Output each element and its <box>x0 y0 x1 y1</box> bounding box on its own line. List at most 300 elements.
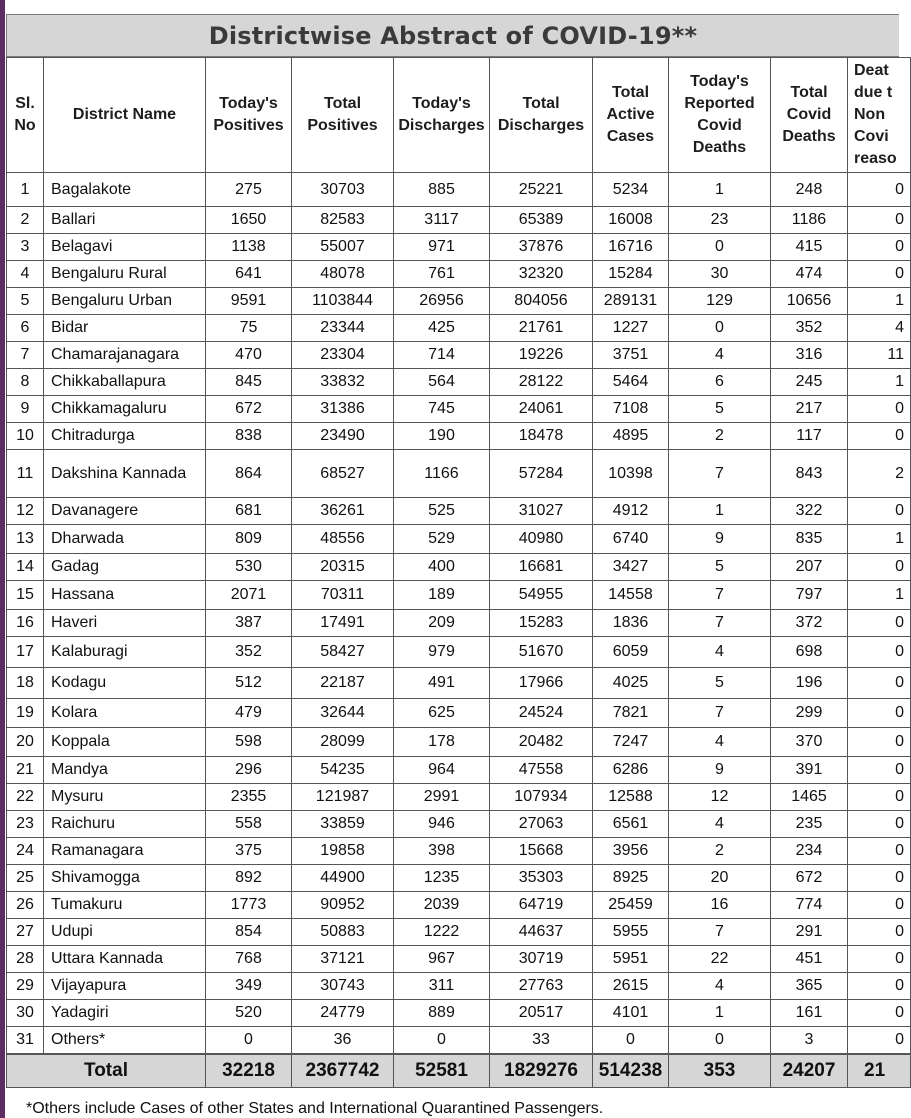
table-cell: 804056 <box>490 288 593 315</box>
table-row <box>7 342 911 369</box>
table-cell: 196 <box>771 668 848 699</box>
district-name-cell: Koppala <box>44 728 206 757</box>
district-name-cell: Udupi <box>44 919 206 946</box>
table-cell: 32320 <box>490 261 593 288</box>
col-header-todays-positives: Today's Positives <box>206 58 292 173</box>
table-cell: 32644 <box>292 699 394 728</box>
table-cell: 672 <box>206 396 292 423</box>
table-cell: 529 <box>394 525 490 554</box>
sl-no-cell: 1 <box>7 173 44 207</box>
table-cell: 40980 <box>490 525 593 554</box>
table-cell: 797 <box>771 581 848 610</box>
table-row <box>7 554 911 581</box>
table-cell: 1 <box>669 498 771 525</box>
table-cell: 296 <box>206 757 292 784</box>
table-row <box>7 1000 911 1027</box>
table-cell: 17491 <box>292 610 394 637</box>
table-cell: 3956 <box>593 838 669 865</box>
district-name-cell: Chikkamagaluru <box>44 396 206 423</box>
table-cell: 470 <box>206 342 292 369</box>
table-cell: 2355 <box>206 784 292 811</box>
table-cell: 12 <box>669 784 771 811</box>
table-row <box>7 423 911 450</box>
sl-no-cell: 19 <box>7 699 44 728</box>
table-cell: 16 <box>669 892 771 919</box>
table-cell: 5464 <box>593 369 669 396</box>
total-cell: 514238 <box>593 1054 669 1088</box>
table-cell: 4895 <box>593 423 669 450</box>
table-cell: 19858 <box>292 838 394 865</box>
table-cell: 4 <box>669 342 771 369</box>
table-cell: 2 <box>848 450 911 498</box>
district-name-cell: Uttara Kannada <box>44 946 206 973</box>
table-row <box>7 946 911 973</box>
sl-no-cell: 29 <box>7 973 44 1000</box>
table-cell: 520 <box>206 1000 292 1027</box>
table-cell: 809 <box>206 525 292 554</box>
table-cell: 0 <box>848 757 911 784</box>
table-cell: 0 <box>848 207 911 234</box>
table-row <box>7 234 911 261</box>
total-label: Total <box>7 1054 206 1088</box>
sl-no-cell: 15 <box>7 581 44 610</box>
table-cell: 885 <box>394 173 490 207</box>
table-cell: 1 <box>669 1000 771 1027</box>
table-cell: 30743 <box>292 973 394 1000</box>
table-cell: 68527 <box>292 450 394 498</box>
table-cell: 189 <box>394 581 490 610</box>
sl-no-cell: 25 <box>7 865 44 892</box>
sl-no-cell: 13 <box>7 525 44 554</box>
table-cell: 2 <box>669 838 771 865</box>
district-name-cell: Dakshina Kannada <box>44 450 206 498</box>
table-cell: 316 <box>771 342 848 369</box>
table-cell: 2 <box>669 423 771 450</box>
sl-no-cell: 17 <box>7 637 44 668</box>
table-cell: 15283 <box>490 610 593 637</box>
table-cell: 27763 <box>490 973 593 1000</box>
table-cell: 352 <box>206 637 292 668</box>
sl-no-cell: 26 <box>7 892 44 919</box>
table-cell: 248 <box>771 173 848 207</box>
table-cell: 0 <box>669 315 771 342</box>
table-cell: 12588 <box>593 784 669 811</box>
sl-no-cell: 14 <box>7 554 44 581</box>
table-cell: 36 <box>292 1027 394 1054</box>
sl-no-cell: 30 <box>7 1000 44 1027</box>
sl-no-cell: 23 <box>7 811 44 838</box>
table-cell: 15284 <box>593 261 669 288</box>
table-cell: 311 <box>394 973 490 1000</box>
table-cell: 289131 <box>593 288 669 315</box>
table-cell: 9 <box>669 757 771 784</box>
total-cell: 2367742 <box>292 1054 394 1088</box>
table-cell: 5 <box>669 554 771 581</box>
table-cell: 843 <box>771 450 848 498</box>
total-row <box>7 1054 911 1088</box>
table-cell: 3751 <box>593 342 669 369</box>
table-cell: 1235 <box>394 865 490 892</box>
table-cell: 964 <box>394 757 490 784</box>
table-cell: 20 <box>669 865 771 892</box>
table-cell: 291 <box>771 919 848 946</box>
table-cell: 6059 <box>593 637 669 668</box>
table-row <box>7 784 911 811</box>
table-cell: 1 <box>669 173 771 207</box>
district-name-cell: Bagalakote <box>44 173 206 207</box>
table-cell: 44637 <box>490 919 593 946</box>
table-cell: 474 <box>771 261 848 288</box>
sl-no-cell: 12 <box>7 498 44 525</box>
sl-no-cell: 7 <box>7 342 44 369</box>
table-cell: 15668 <box>490 838 593 865</box>
table-cell: 8925 <box>593 865 669 892</box>
table-cell: 2039 <box>394 892 490 919</box>
table-cell: 864 <box>206 450 292 498</box>
table-cell: 190 <box>394 423 490 450</box>
table-cell: 54955 <box>490 581 593 610</box>
table-cell: 5 <box>669 668 771 699</box>
table-cell: 4 <box>669 811 771 838</box>
table-cell: 20315 <box>292 554 394 581</box>
table-cell: 0 <box>848 946 911 973</box>
table-cell: 24779 <box>292 1000 394 1027</box>
table-cell: 54235 <box>292 757 394 784</box>
table-cell: 22187 <box>292 668 394 699</box>
table-cell: 178 <box>394 728 490 757</box>
district-name-cell: Chamarajanagara <box>44 342 206 369</box>
table-cell: 26956 <box>394 288 490 315</box>
table-cell: 698 <box>771 637 848 668</box>
table-cell: 7 <box>669 919 771 946</box>
table-cell: 51670 <box>490 637 593 668</box>
table-row <box>7 1027 911 1054</box>
table-cell: 391 <box>771 757 848 784</box>
district-name-cell: Raichuru <box>44 811 206 838</box>
table-cell: 70311 <box>292 581 394 610</box>
table-cell: 44900 <box>292 865 394 892</box>
left-accent-bar <box>0 0 5 1118</box>
district-name-cell: Chikkaballapura <box>44 369 206 396</box>
table-cell: 451 <box>771 946 848 973</box>
table-cell: 967 <box>394 946 490 973</box>
table-cell: 0 <box>848 423 911 450</box>
table-cell: 372 <box>771 610 848 637</box>
table-row <box>7 699 911 728</box>
table-cell: 1650 <box>206 207 292 234</box>
table-cell: 0 <box>848 498 911 525</box>
table-row <box>7 811 911 838</box>
col-header-sl-no: Sl. No <box>7 58 44 173</box>
table-cell: 75 <box>206 315 292 342</box>
district-table <box>6 57 911 1088</box>
col-header-non-covid-deaths: Deat due t Non Covi reaso <box>848 58 911 173</box>
sl-no-cell: 5 <box>7 288 44 315</box>
table-cell: 30719 <box>490 946 593 973</box>
table-cell: 31027 <box>490 498 593 525</box>
table-cell: 375 <box>206 838 292 865</box>
table-cell: 4912 <box>593 498 669 525</box>
table-cell: 0 <box>669 234 771 261</box>
table-cell: 0 <box>848 699 911 728</box>
table-cell: 7821 <box>593 699 669 728</box>
table-cell: 768 <box>206 946 292 973</box>
table-cell: 22 <box>669 946 771 973</box>
table-cell: 16681 <box>490 554 593 581</box>
table-cell: 33859 <box>292 811 394 838</box>
table-cell: 48556 <box>292 525 394 554</box>
district-name-cell: Kodagu <box>44 668 206 699</box>
table-cell: 745 <box>394 396 490 423</box>
table-cell: 5 <box>669 396 771 423</box>
table-cell: 17966 <box>490 668 593 699</box>
table-cell: 20482 <box>490 728 593 757</box>
table-row <box>7 315 911 342</box>
sl-no-cell: 21 <box>7 757 44 784</box>
table-row <box>7 369 911 396</box>
total-cell: 32218 <box>206 1054 292 1088</box>
table-cell: 479 <box>206 699 292 728</box>
table-cell: 774 <box>771 892 848 919</box>
table-cell: 7247 <box>593 728 669 757</box>
table-cell: 90952 <box>292 892 394 919</box>
district-name-cell: Kalaburagi <box>44 637 206 668</box>
table-cell: 48078 <box>292 261 394 288</box>
col-header-todays-discharges: Today's Discharges <box>394 58 490 173</box>
table-row <box>7 610 911 637</box>
table-cell: 2071 <box>206 581 292 610</box>
district-name-cell: Vijayapura <box>44 973 206 1000</box>
table-row <box>7 581 911 610</box>
table-cell: 16008 <box>593 207 669 234</box>
header-row <box>7 58 911 173</box>
district-name-cell: Chitradurga <box>44 423 206 450</box>
table-cell: 1222 <box>394 919 490 946</box>
table-row <box>7 919 911 946</box>
district-name-cell: Dharwada <box>44 525 206 554</box>
sl-no-cell: 4 <box>7 261 44 288</box>
table-cell: 37121 <box>292 946 394 973</box>
table-cell: 558 <box>206 811 292 838</box>
table-cell: 0 <box>848 173 911 207</box>
table-cell: 7 <box>669 699 771 728</box>
total-cell: 21 <box>848 1054 911 1088</box>
table-cell: 979 <box>394 637 490 668</box>
table-cell: 598 <box>206 728 292 757</box>
district-name-cell: Others* <box>44 1027 206 1054</box>
table-cell: 16716 <box>593 234 669 261</box>
table-row <box>7 525 911 554</box>
table-cell: 641 <box>206 261 292 288</box>
table-row <box>7 637 911 668</box>
total-cell: 353 <box>669 1054 771 1088</box>
table-cell: 27063 <box>490 811 593 838</box>
total-cell: 1829276 <box>490 1054 593 1088</box>
table-cell: 1227 <box>593 315 669 342</box>
table-row <box>7 207 911 234</box>
table-cell: 9591 <box>206 288 292 315</box>
district-name-cell: Ramanagara <box>44 838 206 865</box>
col-header-district-name: District Name <box>44 58 206 173</box>
table-cell: 761 <box>394 261 490 288</box>
table-cell: 6561 <box>593 811 669 838</box>
table-cell: 57284 <box>490 450 593 498</box>
table-row <box>7 757 911 784</box>
table-cell: 854 <box>206 919 292 946</box>
district-name-cell: Mysuru <box>44 784 206 811</box>
table-cell: 275 <box>206 173 292 207</box>
sl-no-cell: 6 <box>7 315 44 342</box>
table-cell: 0 <box>848 396 911 423</box>
table-cell: 672 <box>771 865 848 892</box>
col-header-total-deaths: Total Covid Deaths <box>771 58 848 173</box>
table-cell: 47558 <box>490 757 593 784</box>
table-cell: 28099 <box>292 728 394 757</box>
table-cell: 4101 <box>593 1000 669 1027</box>
table-cell: 28122 <box>490 369 593 396</box>
district-name-cell: Hassana <box>44 581 206 610</box>
table-cell: 36261 <box>292 498 394 525</box>
table-cell: 3 <box>771 1027 848 1054</box>
table-cell: 681 <box>206 498 292 525</box>
table-cell: 25459 <box>593 892 669 919</box>
table-cell: 6 <box>669 369 771 396</box>
table-cell: 946 <box>394 811 490 838</box>
table-cell: 6740 <box>593 525 669 554</box>
col-header-total-positives: Total Positives <box>292 58 394 173</box>
table-cell: 121987 <box>292 784 394 811</box>
sl-no-cell: 16 <box>7 610 44 637</box>
table-cell: 23 <box>669 207 771 234</box>
table-cell: 11 <box>848 342 911 369</box>
table-cell: 0 <box>848 554 911 581</box>
table-cell: 0 <box>593 1027 669 1054</box>
district-name-cell: Belagavi <box>44 234 206 261</box>
table-cell: 82583 <box>292 207 394 234</box>
table-cell: 530 <box>206 554 292 581</box>
table-cell: 365 <box>771 973 848 1000</box>
sl-no-cell: 28 <box>7 946 44 973</box>
table-cell: 107934 <box>490 784 593 811</box>
table-cell: 5234 <box>593 173 669 207</box>
table-cell: 1 <box>848 369 911 396</box>
table-cell: 23490 <box>292 423 394 450</box>
table-cell: 425 <box>394 315 490 342</box>
table-cell: 1 <box>848 525 911 554</box>
table-cell: 0 <box>848 811 911 838</box>
district-name-cell: Davanagere <box>44 498 206 525</box>
table-cell: 1166 <box>394 450 490 498</box>
table-cell: 235 <box>771 811 848 838</box>
table-cell: 0 <box>848 668 911 699</box>
table-cell: 415 <box>771 234 848 261</box>
table-cell: 35303 <box>490 865 593 892</box>
table-cell: 512 <box>206 668 292 699</box>
table-cell: 5955 <box>593 919 669 946</box>
table-row <box>7 865 911 892</box>
table-cell: 24524 <box>490 699 593 728</box>
table-cell: 234 <box>771 838 848 865</box>
table-cell: 889 <box>394 1000 490 1027</box>
table-cell: 971 <box>394 234 490 261</box>
table-cell: 31386 <box>292 396 394 423</box>
table-cell: 217 <box>771 396 848 423</box>
document-page <box>6 14 904 1088</box>
table-cell: 6286 <box>593 757 669 784</box>
table-cell: 207 <box>771 554 848 581</box>
table-cell: 0 <box>394 1027 490 1054</box>
table-cell: 2615 <box>593 973 669 1000</box>
table-cell: 1138 <box>206 234 292 261</box>
sl-no-cell: 18 <box>7 668 44 699</box>
district-name-cell: Kolara <box>44 699 206 728</box>
table-cell: 30 <box>669 261 771 288</box>
table-cell: 0 <box>848 919 911 946</box>
table-cell: 33832 <box>292 369 394 396</box>
district-name-cell: Yadagiri <box>44 1000 206 1027</box>
col-header-total-active-cases: Total Active Cases <box>593 58 669 173</box>
total-cell: 52581 <box>394 1054 490 1088</box>
table-cell: 1186 <box>771 207 848 234</box>
sl-no-cell: 24 <box>7 838 44 865</box>
table-cell: 4 <box>669 973 771 1000</box>
table-row <box>7 173 911 207</box>
table-cell: 18478 <box>490 423 593 450</box>
district-name-cell: Shivamogga <box>44 865 206 892</box>
table-row <box>7 838 911 865</box>
table-row <box>7 668 911 699</box>
table-cell: 0 <box>848 610 911 637</box>
table-cell: 0 <box>848 838 911 865</box>
sl-no-cell: 8 <box>7 369 44 396</box>
table-cell: 10398 <box>593 450 669 498</box>
footnote: *Others include Cases of other States and International Quarantined Passengers. <box>26 1100 604 1117</box>
table-cell: 4 <box>669 728 771 757</box>
table-cell: 10656 <box>771 288 848 315</box>
table-cell: 400 <box>394 554 490 581</box>
district-name-cell: Tumakuru <box>44 892 206 919</box>
table-cell: 1773 <box>206 892 292 919</box>
sl-no-cell: 20 <box>7 728 44 757</box>
table-cell: 23344 <box>292 315 394 342</box>
sl-no-cell: 11 <box>7 450 44 498</box>
table-cell: 30703 <box>292 173 394 207</box>
table-cell: 0 <box>848 234 911 261</box>
table-cell: 4025 <box>593 668 669 699</box>
table-cell: 4 <box>669 637 771 668</box>
table-cell: 0 <box>848 728 911 757</box>
table-cell: 892 <box>206 865 292 892</box>
table-cell: 3117 <box>394 207 490 234</box>
table-cell: 161 <box>771 1000 848 1027</box>
table-cell: 5951 <box>593 946 669 973</box>
district-name-cell: Bidar <box>44 315 206 342</box>
table-row <box>7 973 911 1000</box>
table-cell: 0 <box>848 261 911 288</box>
table-cell: 2991 <box>394 784 490 811</box>
table-cell: 129 <box>669 288 771 315</box>
table-cell: 0 <box>848 865 911 892</box>
table-cell: 0 <box>848 973 911 1000</box>
table-cell: 7 <box>669 450 771 498</box>
table-cell: 9 <box>669 525 771 554</box>
table-cell: 835 <box>771 525 848 554</box>
col-header-todays-deaths: Today's Reported Covid Deaths <box>669 58 771 173</box>
table-cell: 349 <box>206 973 292 1000</box>
table-row <box>7 498 911 525</box>
table-cell: 1465 <box>771 784 848 811</box>
table-cell: 37876 <box>490 234 593 261</box>
